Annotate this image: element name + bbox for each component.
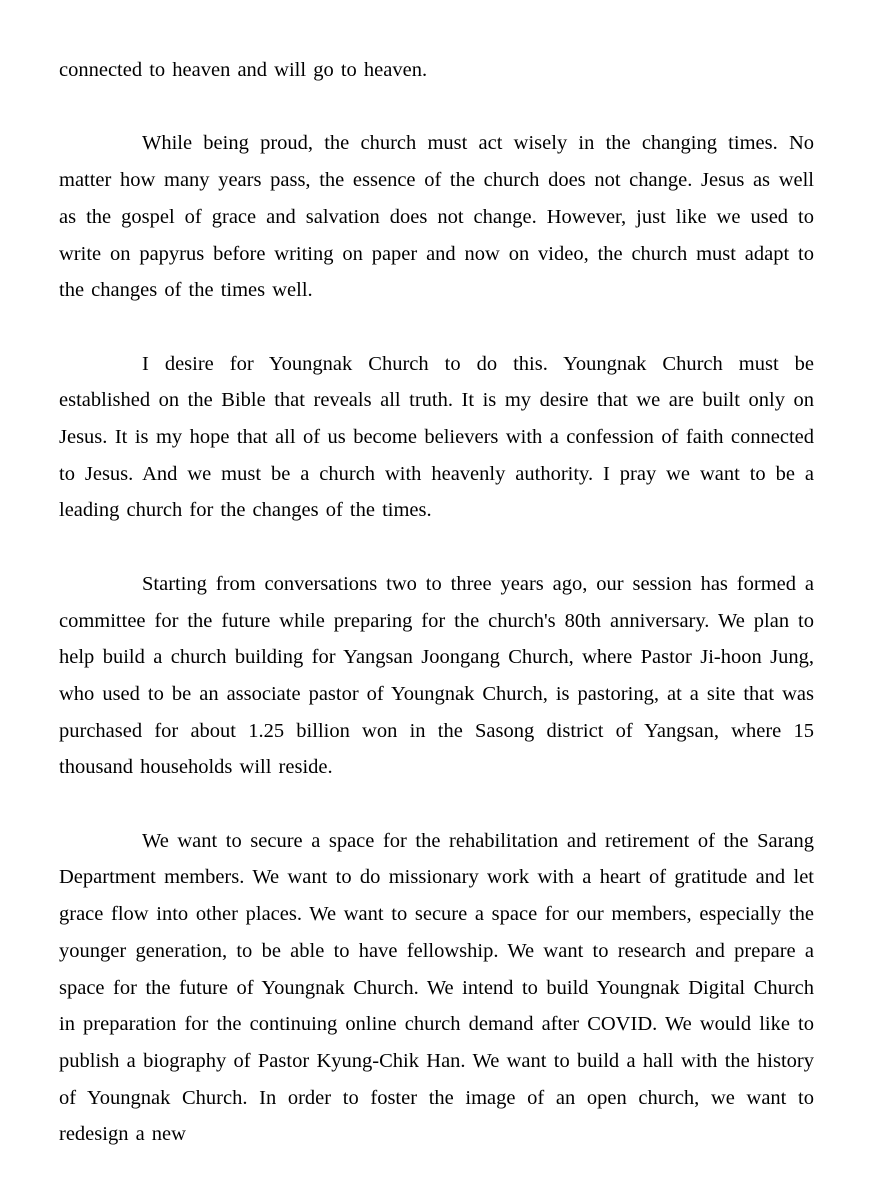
paragraph-committee: Starting from conversations two to three years ago, our session has formed a committee for the future while preparing for the church's 80th anniversary. We plan to help build a church building for Yangsan Joongang Church, where Pastor Ji-hoon Jung, who used to be an associate pastor of Youngnak Church, is pastoring, at a site that was purchased for about 1.25 billion won in the Sasong district of Yangsan, where 15 thousand households will reside.: [59, 572, 814, 779]
paragraph-desire: I desire for Youngnak Church to do this. Youngnak Church must be established on the Bible that reveals all truth. It is my desire that we are built only on Jesus. It is my hope that all of us become believers with a confession of faith connected to Jesus. And we must be a church with heavenly authority. I pray we want to be a leading church for the changes of the times.: [59, 352, 814, 522]
document-page: [59, 52, 814, 1153]
paragraph-changing-times: While being proud, the church must act wisely in the changing times. No matter how many years pass, the essence of the church does not change. Jesus as well as the gospel of grace and salvation does not change. However, just like we used to write on papyrus before writing on paper and now on video, the church must adapt to the changes of the times well.: [59, 132, 814, 302]
paragraph-continuation: connected to heaven and will go to heaven.: [59, 59, 428, 81]
paragraph-plans: We want to secure a space for the rehabilitation and retirement of the Sarang Department members. We want to do missionary work with a heart of gratitude and let grace flow into other places. We want to secure a space for our members, especially the younger generation, to be able to have fellowship. We want to research and prepare a space for the future of Youngnak Church. We intend to build Youngnak Digital Church in preparation for the continuing online church demand after COVID. We would like to publish a biography of Pastor Kyung-Chik Han. We want to build a hall with the history of Youngnak Church. In order to foster the image of an open church, we want to redesign a new: [59, 829, 814, 1146]
